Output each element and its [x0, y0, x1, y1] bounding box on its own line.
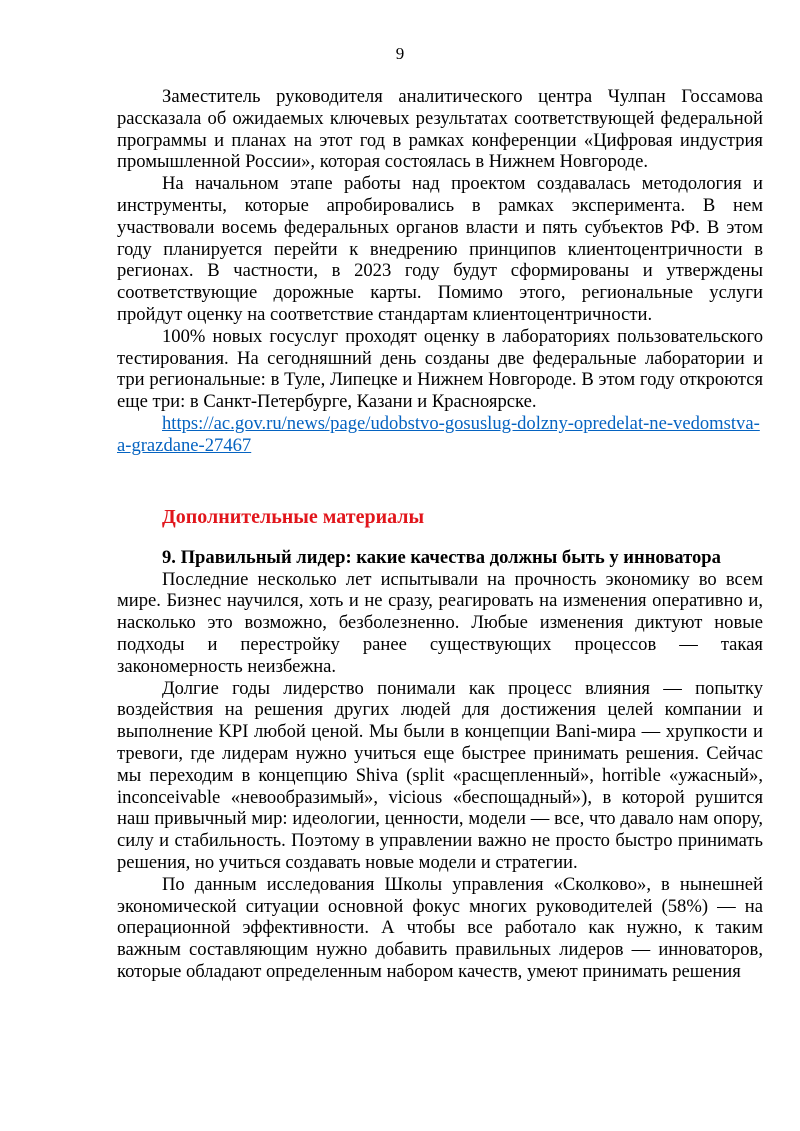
article-title: 9. Правильный лидер: какие качества должны быть у инноватора	[162, 546, 721, 568]
document-body	[117, 86, 763, 983]
source-link-line	[117, 413, 763, 457]
paragraph-3: 100% новых госуслуг проходят оценку в лабораториях пользовательского тестирования. На сегодняшний день созданы две федеральные лаборатории и три региональные: в Туле, Липецке и Нижнем Новгороде. В этом году откроются еще три: в Санкт-Петербурге, Казани и Красноярске.	[117, 325, 763, 413]
article-paragraph-1: Последние несколько лет испытывали на прочность экономику во всем мире. Бизнес научился, хоть и не сразу, реагировать на изменения оперативно и, насколько это возможно, безболезненно. Любые изменения диктуют новые подходы и перестройку ранее существующих процессов — такая закономерность неизбежна.	[117, 568, 763, 677]
article-paragraph-2: Долгие годы лидерство понимали как процесс влияния — попытку воздействия на решения других людей для достижения целей компании и выполнение KPI любой ценой. Мы были в концепции Bani-мира — хрупкости и тревоги, где лидерам нужно учиться еще быстрее принимать решения. Сейчас мы переходим в концепцию Shiva (split «расщепленный», horrible «ужасный», inconceivable «невообразимый», vicious «беспощадный»), в которой рушится наш привычный мир: идеологии, ценности, модели — все, что давало нам опору, силу и стабильность. Поэтому в управлении важно не просто быстро принимать решения, но учиться создавать новые модели и стратегии.	[117, 677, 763, 873]
source-link[interactable]: https://ac.gov.ru/news/page/udobstvo-gosuslug-dolzny-opredelat-ne-vedomstva-a-grazdane-27467	[117, 412, 760, 456]
page-number: 9	[395, 44, 405, 63]
section-heading: Дополнительные материалы	[162, 505, 425, 528]
article-paragraph-3: По данным исследования Школы управления «Сколково», в нынешней экономической ситуации основной фокус многих руководителей (58%) — на операционной эффективности. А чтобы все работало как нужно, к таким важным составляющим нужно добавить правильных лидеров — инноваторов, которые обладают определенным набором качеств, умеют принимать решения	[117, 873, 763, 982]
paragraph-2: На начальном этапе работы над проектом создавалась методология и инструменты, которые апробировались в рамках эксперимента. В нем участвовали восемь федеральных органов власти и пять субъектов РФ. В этом году планируется перейти к внедрению принципов клиентоцентричности в регионах. В частности, в 2023 году будут сформированы и утверждены соответствующие дорожные карты. Помимо этого, региональные услуги пройдут оценку на соответствие стандартам клиентоцентричности.	[117, 173, 763, 325]
paragraph-1: Заместитель руководителя аналитического центра Чулпан Госсамова рассказала об ожидаемых ключевых результатах соответствующей федеральной программы и планах на этот год в рамках конференции «Цифровая индустрия промышленной России», которая состоялась в Нижнем Новгороде.	[117, 86, 763, 173]
